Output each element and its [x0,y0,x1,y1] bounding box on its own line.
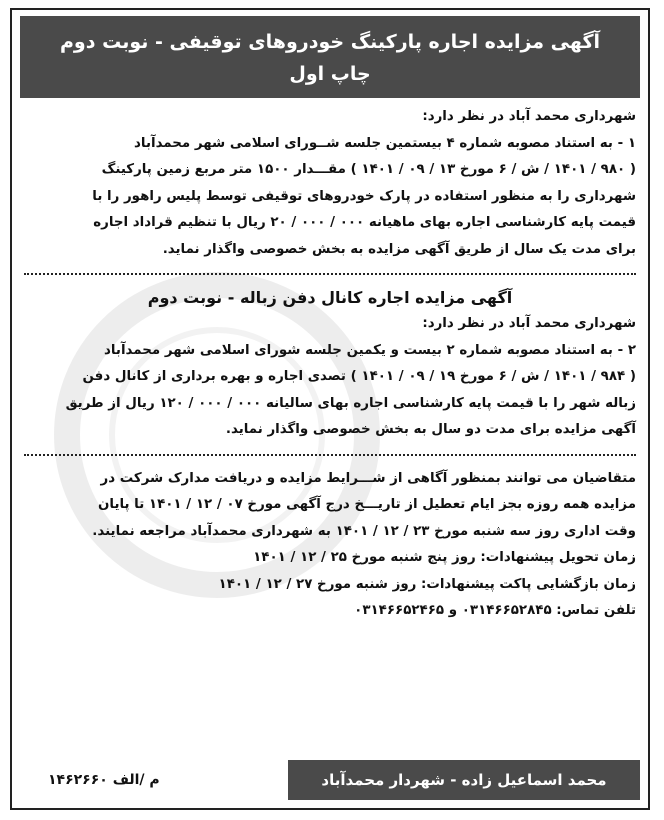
text-line: ( ۹۸۰ / ۱۴۰۱ / ش / ۶ مورخ ۱۳ / ۰۹ / ۱۴۰۱ ) مقـــدار ۱۵۰۰ متر مربع زمین پارکینگ [101,162,636,177]
announcement-title: آگهی مزایده اجاره پارکینگ خودروهای توقیفی - نوبت دوم [59,31,600,53]
submission-date: زمان تحویل پیشنهادات: روز پنج شنبه مورخ ۲۵ / ۱۲ / ۱۴۰۱ [253,550,636,565]
announcement-title-banner [20,16,640,98]
section-title: آگهی مزایده اجاره کانال دفن زباله - نوبت دوم [147,288,513,307]
text-line: شهرداری محمد آباد در نظر دارد: [422,316,636,331]
section-parking-lease [24,104,636,263]
text-line: قیمت پایه کارشناسی اجاره بهای ماهیانه ۰۰۰ / ۰۰۰ / ۲۰ ریال با تنظیم قراداد اجاره [93,215,636,230]
section-landfill-lease [24,285,636,444]
reference-code: م /الف ۱۴۶۲۶۶۰ [48,772,160,788]
dotted-divider [24,273,636,275]
opening-date: زمان بازگشایی پاکت پیشنهادات: روز شنبه مورخ ۲۷ / ۱۲ / ۱۴۰۱ [218,576,636,592]
text-line: مزایده همه روزه بجز ایام تعطیل از تاریـــخ درج آگهی مورخ ۰۷ / ۱۲ / ۱۴۰۱ تا پایان [97,497,636,512]
section-applicant-info [24,466,636,625]
text-line: شهرداری محمد آباد در نظر دارد: [422,109,636,124]
mayor-signature-banner: محمد اسماعیل زاده - شهردار محمدآباد [288,760,640,800]
contact-phone: تلفن تماس: ۰۳۱۴۶۶۵۲۸۴۵ و ۰۳۱۴۶۶۵۲۴۶۵ [354,603,636,618]
text-line: متقاضیان می توانند بمنظور آگاهی از شـــرایط مزایده و دریافت مدارک شرکت در [100,470,636,486]
text-line: آگهی مزایده برای مدت دو سال به بخش خصوصی واگذار نماید. [225,422,636,437]
text-line: ۲ - به استناد مصوبه شماره ۲ بیست و یکمین جلسه شورای اسلامی شهر محمدآباد [104,342,636,358]
text-line: ( ۹۸۴ / ۱۴۰۱ / ش / ۶ مورخ ۱۹ / ۰۹ / ۱۴۰۱ ) تصدی اجاره و بهره برداری از کانال دفن [82,369,636,384]
advertisement-page [10,8,650,810]
footer [20,760,640,800]
text-line: برای مدت یک سال از طریق آگهی مزایده به بخش خصوصی واگذار نماید. [162,241,636,257]
text-line: وقت اداری روز سه شنبه مورخ ۲۳ / ۱۲ / ۱۴۰۱ به شهرداری محمدآباد مراجعه نمایند. [92,523,636,539]
dotted-divider [24,454,636,456]
text-line: ۱ - به استناد مصوبه شماره ۴ بیستمین جلسه شــورای اسلامی شهر محمدآباد [134,135,636,151]
print-edition-label: چاپ اول [289,63,371,85]
announcement-body [12,98,648,625]
text-line: شهرداری را به منظور استفاده در پارک خودروهای توقیفی توسط پلیس راهور را با [92,188,636,204]
text-line: زباله شهر را با قیمت پایه کارشناسی اجاره بهای سالیانه ۰۰۰ / ۰۰۰ / ۱۲۰ ریال از طریق [65,395,636,411]
